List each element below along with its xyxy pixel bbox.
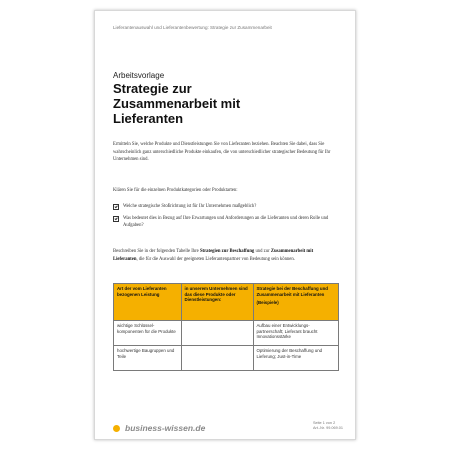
instruction-text: Beschreiben Sie in der folgenden Tabelle Ihre (113, 249, 200, 254)
table-header-text: Strategie bei der Beschaffung und Zusammenarbeit mit Lieferanten (256, 286, 328, 297)
table-header-row (114, 284, 339, 321)
table-header-note: (Beispiele) (256, 300, 279, 305)
document-page (94, 10, 356, 440)
instruction-text: , die für die Auswahl der geeigneten Lieferantenpartner von Bedeutung sein können. (136, 256, 295, 262)
page-number: Seite 1 von 2 (313, 421, 336, 425)
document-kicker: Arbeitsvorlage (113, 71, 165, 80)
table-cell[interactable] (181, 346, 253, 371)
table-cell[interactable]: Optimierung der Beschaffung und Lieferung; Just-in-Time (253, 346, 339, 371)
table-cell[interactable] (181, 321, 253, 346)
table-cell[interactable]: wichtige Schlüssel-komponenten für die Produkte (114, 321, 182, 346)
table-header-cell: Art der vom Lieferanten bezogenen Leistung (114, 284, 182, 321)
instruction-bold: Strategien zur Beschaffung (199, 249, 255, 254)
document-title (113, 81, 333, 126)
table-row (114, 321, 339, 346)
checklist (113, 203, 333, 234)
intro-paragraph: Ermitteln Sie, welche Produkte und Dienstleistungen Sie von Lieferanten beziehen. Beachten Sie dabei, dass Sie wahrscheinlich ganz unterschiedliche Produkte einkaufen, die von unterschiedlicher strategischer Bedeutung für Ihr Unternehmen sind. (113, 142, 331, 163)
instruction-paragraph (113, 248, 333, 263)
table-row (114, 346, 339, 371)
instruction-bold: Zusammenarbeit mit Lieferanten (113, 249, 314, 262)
running-header: Lieferantenauswahl und Lieferantenbewertung: Strategie zur Zusammenarbeit (113, 25, 272, 30)
table-header-cell (253, 284, 339, 321)
checklist-text: Welche strategische Stoßrichtung ist für Ihr Unternehmen maßgeblich? (123, 204, 257, 209)
logo-dot-icon (113, 425, 120, 432)
footer-logo (113, 423, 205, 433)
title-line: Zusammenarbeit mit (113, 96, 241, 111)
instruction-text: und zur (254, 249, 271, 254)
checklist-item (113, 203, 333, 211)
title-line: Strategie zur (113, 81, 192, 96)
checklist-text: Was bedeutet dies in Bezug auf Ihre Erwartungen und Anforderungen an die Lieferanten und deren Rolle und Aufgaben? (123, 215, 329, 229)
footer-meta (313, 421, 343, 431)
title-line: Lieferanten (113, 111, 184, 126)
checkbox-icon (113, 204, 119, 210)
checklist-item (113, 215, 333, 230)
article-number: Art.-Nr. 99.069.01 (313, 426, 343, 430)
checkbox-icon (113, 216, 119, 222)
table-header-cell: in unserem Unternehmen sind das diese Produkte oder Dienstleistungen: (181, 284, 253, 321)
table-cell[interactable]: hochwertige Baugruppen und Teile (114, 346, 182, 371)
strategy-table (113, 283, 339, 371)
prompt-paragraph: Klären Sie für die einzelnen Produktkategorien oder Produktarten: (113, 188, 238, 193)
logo-text: business-wissen.de (125, 423, 206, 433)
table-cell[interactable]: Aufbau einer Entwicklungs-partnerschaft; Lieferant braucht Innovationsstärke (253, 321, 339, 346)
